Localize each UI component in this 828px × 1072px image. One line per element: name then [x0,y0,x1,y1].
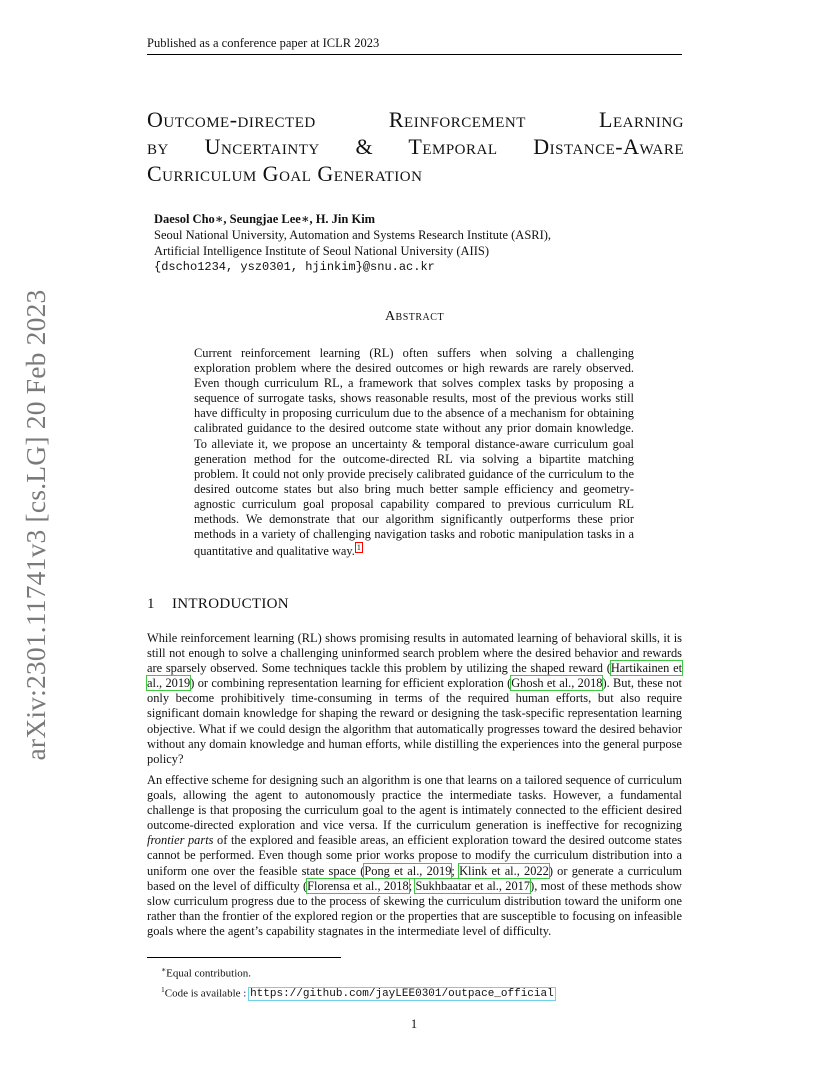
text-run: ), most of these methods show slow curriculum progress due to the process of skewing the curriculum distribution toward the uniform one rather than the frontier of the explored region or the properties that are susceptible to focusing on infeasible goals where the agent’s capability stagnates in the intermediate level of difficulty. [147,878,682,938]
text-run: ) or generate a curriculum based on the level of difficulty ( [147,863,682,893]
footnote-text: Equal contribution. [166,967,252,980]
footnotes [147,957,682,1002]
section-heading-introduction [147,596,682,613]
venue-text: Published as a conference paper at ICLR 2023 [147,36,380,50]
footnote-rule [147,957,341,958]
text-run: An effective scheme for designing such an algorithm is one that learns on a tailored sequence of curriculum goals, allowing the agent to autonomously practice the intermediate tasks. However, a fundamental challenge is that proposing the curriculum goal to the agent is intimately connected to the efficient desired outcome-directed exploration and vice versa. If the curriculum generation is ineffective for recognizing [147,773,682,833]
author-names: Daesol Cho∗, Seungjae Lee∗, H. Jin Kim [154,212,376,226]
code-url-link[interactable]: https://github.com/jayLEE0301/outpace_official [250,988,554,1001]
section-number: 1 [147,596,155,612]
arxiv-identifier: arXiv:2301.11741v3 [cs.LG] 20 Feb 2023 [20,289,51,761]
emphasis-text: frontier parts [147,833,214,848]
text-run: of the explored and feasible areas, an efficient exploration toward the desired outcome states cannot be performed. Even though some prior works propose to modify the curriculum distribution into a uniform one over the feasible state space ( [147,833,682,878]
arxiv-side-label [16,290,56,760]
intro-paragraph-2 [147,773,682,939]
citation-link[interactable]: Florensa et al., 2018 [307,878,409,893]
author-block [154,211,674,275]
author-emails: {dscho1234, ysz0301, hjinkim}@snu.ac.kr [154,260,435,274]
section-title: INTRODUCTION [172,596,289,612]
text-run: ) or combining representation learning for efficient exploration ( [190,676,512,691]
footnote-2 [147,982,682,1003]
citation-link[interactable]: Hartikainen et al., 2019 [147,661,683,691]
affiliation-2: Artificial Intelligence Institute of Seoul National University (AIIS) [154,244,489,258]
footnote-1 [147,962,682,982]
footnote-mark: ∗ [161,965,167,974]
abstract-body: Current reinforcement learning (RL) often suffers when solving a challenging exploration problem where the desired outcomes or high rewards are rarely observed. Even though curriculum RL, a framework that solves complex tasks by proposing a sequence of surrogate tasks, shows reasonable results, most of the previous works still have difficulty in proposing curriculum due to the absence of a mechanism for obtaining calibrated guidance to the desired outcome state without any prior domain knowledge. To alleviate it, we propose an uncertainty & temporal distance-aware curriculum goal generation method for the outcome-directed RL via solving a bipartite matching problem. It could not only provide precisely calibrated guidance of the curriculum to the desired outcome states but also bring much better sample efficiency and geometry-agnostic curriculum goal proposal capability compared to previous curriculum RL methods. We demonstrate that our algorithm significantly outperforms these prior methods in a variety of challenging navigation tasks and robotic manipulation tasks in a quantitative and qualitative way. [194,346,634,559]
footnote-text: Code is available : [164,987,250,1000]
intro-paragraph-1 [147,631,682,767]
text-run: While reinforcement learning (RL) shows promising results in automated learning of behavioral skills, it is still not enough to solve a challenging uninformed search problem where the desired behavior and rewards are sparsely observed. Some techniques tackle this problem by utilizing the shaped reward ( [147,631,682,676]
title-line-2: by Uncertainty & Temporal Distance-Aware [147,134,684,159]
title-line-1: Outcome-directed Reinforcement Learning [147,107,684,132]
citation-link[interactable]: Pong et al., 2019 [364,863,452,878]
abstract-text [194,346,634,559]
text-run: ; [408,878,416,893]
footnote-link-1[interactable]: 1 [356,543,361,553]
title-line-3: Curriculum Goal Generation [147,161,423,186]
running-header [147,36,682,55]
citation-link[interactable]: Ghosh et al., 2018 [511,676,603,691]
text-run: ; [451,863,460,878]
footnote-mark: 1 [161,984,165,994]
citation-link[interactable]: Sukhbaatar et al., 2017 [415,878,531,893]
citation-link[interactable]: Klink et al., 2022 [459,863,549,878]
affiliation-1: Seoul National University, Automation and Systems Research Institute (ASRI), [154,228,552,242]
text-run: ). But, these not only become prohibitively time-consuming in terms of the required human efforts, but also require significant domain knowledge for shaping the reward or designing the task-specific representation learning objective. What if we could design the algorithm that automatically progresses toward the desired behavior without any domain knowledge and human efforts, while distilling the experiences into the general purpose policy? [147,676,682,766]
abstract-heading: Abstract [384,309,445,324]
page-number: 1 [410,1017,418,1031]
paper-title [147,106,684,187]
